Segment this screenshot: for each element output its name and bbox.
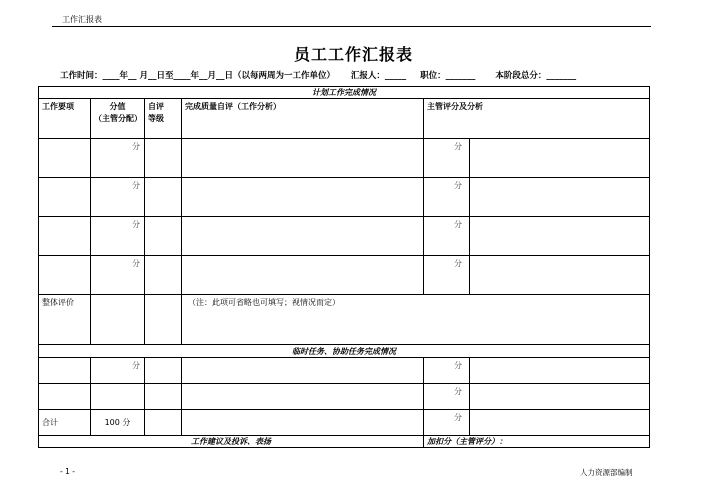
score-cell[interactable]: 分 xyxy=(91,139,145,178)
table-row xyxy=(39,139,650,178)
page-number: - 1 - xyxy=(60,467,75,476)
col-header-item: 工作要项 xyxy=(39,99,91,139)
bonus-label: 加扣分（主管评分）： xyxy=(424,436,650,448)
manager-score-cell[interactable]: 分 xyxy=(424,178,470,217)
total-value: 100 分 xyxy=(91,410,145,436)
total-row xyxy=(39,410,650,436)
self-grade-cell[interactable] xyxy=(145,178,182,217)
item-cell[interactable] xyxy=(39,358,91,384)
self-eval-cell[interactable] xyxy=(182,384,424,410)
item-cell[interactable] xyxy=(39,384,91,410)
self-eval-cell[interactable] xyxy=(182,256,424,295)
item-cell[interactable] xyxy=(39,178,91,217)
self-eval-cell[interactable] xyxy=(182,217,424,256)
manager-score-cell[interactable]: 分 xyxy=(424,358,470,384)
self-eval-cell[interactable] xyxy=(182,358,424,384)
self-grade-cell[interactable] xyxy=(145,384,182,410)
col-header-self-eval: 完成质量自评（工作分析） xyxy=(182,99,424,139)
manager-analysis-cell[interactable] xyxy=(470,217,650,256)
manager-analysis-cell[interactable] xyxy=(470,256,650,295)
score-cell[interactable]: 分 xyxy=(91,358,145,384)
manager-score-cell[interactable]: 分 xyxy=(424,139,470,178)
self-eval-cell[interactable] xyxy=(182,178,424,217)
page-title: 员工工作汇报表 xyxy=(293,45,413,64)
table-row xyxy=(39,178,650,217)
table-row xyxy=(39,358,650,384)
self-grade-cell[interactable] xyxy=(145,139,182,178)
work-time-label: 工作时间：____年__ 月__日至____年__月__日（以每两周为一工作单位） xyxy=(60,71,335,81)
suggestions-label: 工作建议及投诉、表扬 xyxy=(39,436,424,448)
score-cell[interactable] xyxy=(91,384,145,410)
score-cell[interactable]: 分 xyxy=(91,256,145,295)
col-header-score: 分值 （主管分配） xyxy=(91,99,145,139)
col-header-manager: 主管评分及分析 xyxy=(424,99,650,139)
bottom-row xyxy=(39,436,650,448)
score-cell[interactable]: 分 xyxy=(91,178,145,217)
table-row xyxy=(39,256,650,295)
overall-eval-label: 整体评价 xyxy=(39,295,91,345)
document-header-label: 工作汇报表 xyxy=(62,15,102,24)
position-label: 职位：_______ xyxy=(420,71,476,81)
table-row xyxy=(39,217,650,256)
overall-eval-row xyxy=(39,295,650,345)
manager-analysis-cell[interactable] xyxy=(470,178,650,217)
manager-score-cell[interactable]: 分 xyxy=(424,410,470,436)
self-grade-cell[interactable] xyxy=(145,217,182,256)
table-row xyxy=(39,384,650,410)
temp-section-title: 临时任务、协助任务完成情况 xyxy=(39,345,650,358)
score-cell[interactable]: 分 xyxy=(91,217,145,256)
manager-analysis-cell[interactable] xyxy=(470,358,650,384)
compiler-label: 人力资源部编制 xyxy=(580,468,633,477)
info-line xyxy=(60,69,576,81)
overall-eval-note[interactable]: （注：此项可省略也可填写；视情况而定） xyxy=(182,295,650,345)
report-table xyxy=(38,86,650,448)
total-score-label: 本阶段总分：_______ xyxy=(495,71,577,81)
manager-analysis-cell[interactable] xyxy=(470,384,650,410)
plan-section-title: 计划工作完成情况 xyxy=(39,87,650,99)
total-label: 合计 xyxy=(39,410,91,436)
manager-score-cell[interactable]: 分 xyxy=(424,256,470,295)
self-grade-cell[interactable] xyxy=(145,256,182,295)
item-cell[interactable] xyxy=(39,217,91,256)
self-grade-cell[interactable] xyxy=(145,358,182,384)
manager-score-cell[interactable]: 分 xyxy=(424,384,470,410)
item-cell[interactable] xyxy=(39,256,91,295)
manager-score-cell[interactable]: 分 xyxy=(424,217,470,256)
manager-analysis-cell[interactable] xyxy=(470,139,650,178)
reporter-label: 汇报人：_____ xyxy=(350,71,407,81)
item-cell[interactable] xyxy=(39,139,91,178)
header-divider xyxy=(52,26,651,27)
self-eval-cell[interactable] xyxy=(182,139,424,178)
col-header-self-grade: 自评 等级 xyxy=(145,99,182,139)
